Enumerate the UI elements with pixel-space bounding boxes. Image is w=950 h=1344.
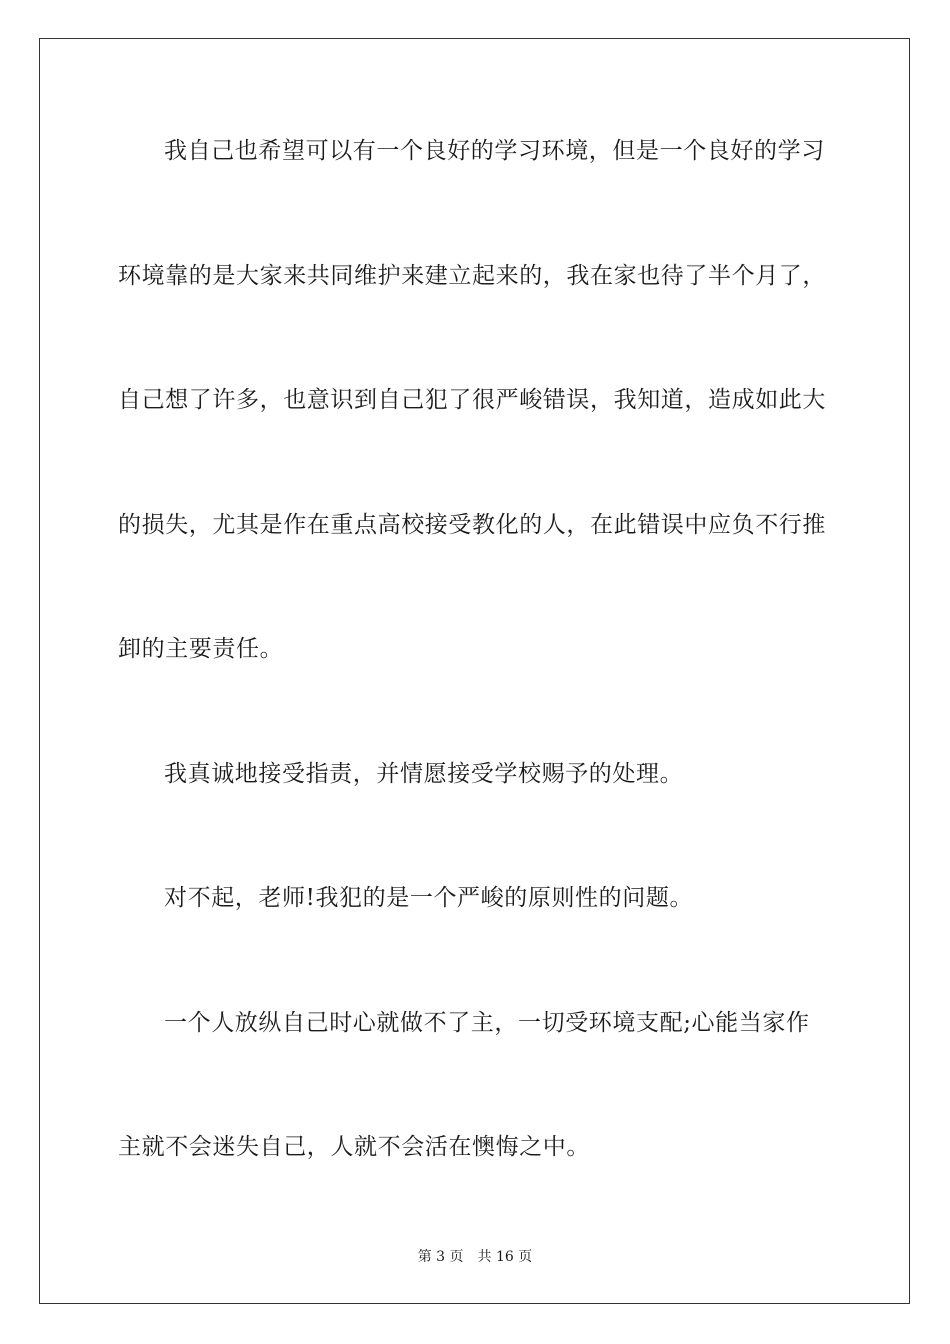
text-line-6: 我真诚地接受指责，并情愿接受学校赐予的处理。	[164, 761, 684, 787]
text-line-3: 自己想了许多，也意识到自己犯了很严峻错误，我知道，造成如此大	[118, 387, 826, 413]
page-number: 第 3 页 共 16 页	[417, 1249, 533, 1265]
text-line-7: 对不起，老师!我犯的是一个严峻的原则性的问题。	[164, 885, 694, 911]
text-line-1: 我自己也希望可以有一个良好的学习环境，但是一个良好的学习	[164, 138, 825, 164]
text-line-5: 卸的主要责任。	[118, 636, 284, 662]
text-line-4: 的损失，尤其是作在重点高校接受教化的人，在此错误中应负不行推	[118, 512, 826, 538]
text-line-8: 一个人放纵自己时心就做不了主，一切受环境支配;心能当家作	[164, 1010, 810, 1036]
page-frame	[39, 38, 910, 1304]
text-line-9: 主就不会迷失自己，人就不会活在懊悔之中。	[118, 1134, 590, 1160]
text-line-2: 环境靠的是大家来共同维护来建立起来的，我在家也待了半个月了，	[118, 263, 826, 289]
